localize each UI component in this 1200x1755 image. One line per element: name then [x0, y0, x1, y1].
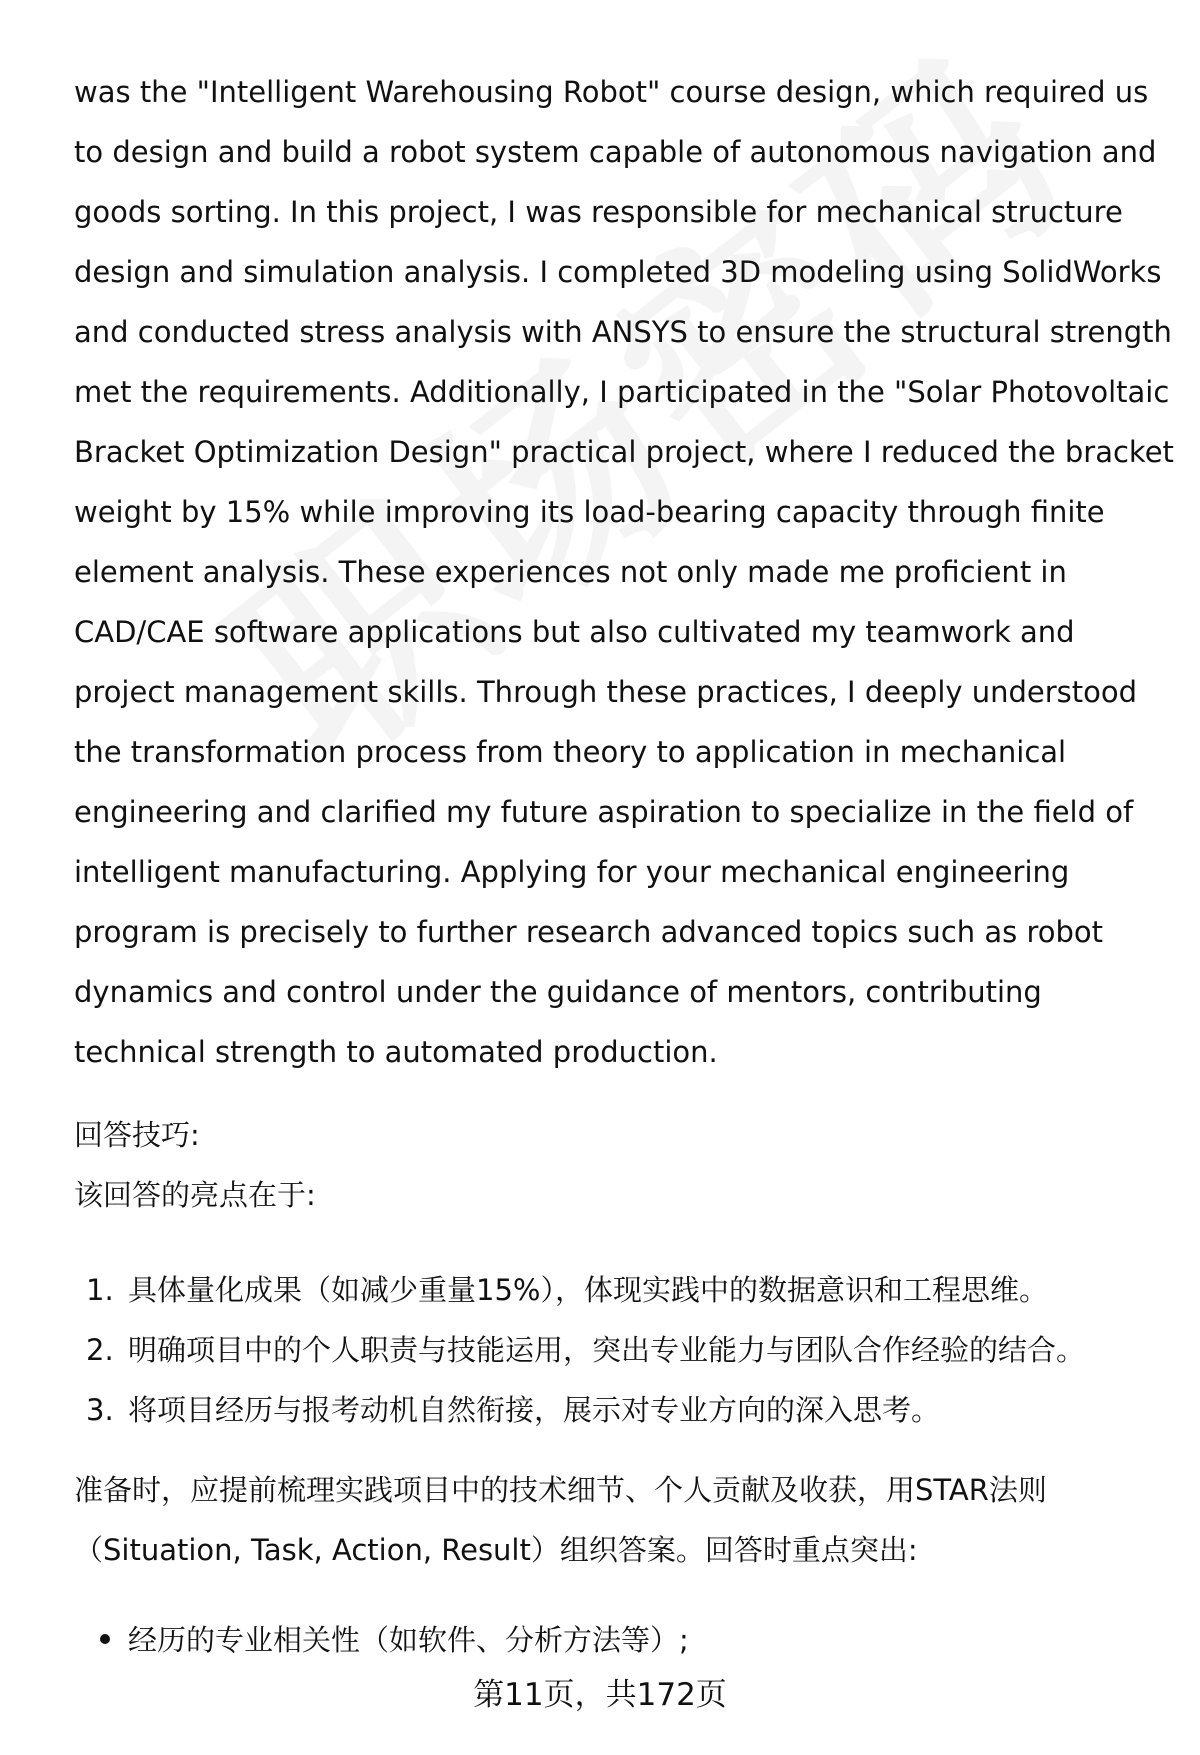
highlights-intro: 该回答的亮点在于: — [74, 1178, 316, 1212]
highlights-list — [74, 1260, 1085, 1440]
essay-paragraph — [74, 62, 1174, 1082]
essay-line: element analysis. These experiences not only made me proficient in — [74, 555, 1067, 589]
essay-line: and conducted stress analysis with ANSYS to ensure the structural strength — [74, 315, 1172, 349]
list-item-text: 具体量化成果（如减少重量15%），体现实践中的数据意识和工程思维。 — [128, 1273, 1048, 1307]
list-item — [74, 1260, 1085, 1320]
tips-heading: 回答技巧: — [74, 1118, 200, 1152]
bullet-dot-icon — [100, 1634, 110, 1644]
essay-line: met the requirements. Additionally, I participated in the "Solar Photovoltaic — [74, 375, 1170, 409]
list-number: 3. — [86, 1393, 114, 1427]
list-number: 1. — [86, 1273, 114, 1307]
essay-line: Bracket Optimization Design" practical project, where I reduced the bracket — [74, 435, 1174, 469]
essay-line: was the "Intelligent Warehousing Robot" course design, which required us — [74, 75, 1149, 109]
essay-line: intelligent manufacturing. Applying for your mechanical engineering — [74, 855, 1070, 889]
essay-line: design and simulation analysis. I completed 3D modeling using SolidWorks — [74, 255, 1162, 289]
essay-line: project management skills. Through these practices, I deeply understood — [74, 675, 1138, 709]
list-number: 2. — [86, 1333, 114, 1367]
list-item-text: 将项目经历与报考动机自然衔接，展示对专业方向的深入思考。 — [128, 1393, 941, 1427]
essay-line: goods sorting. In this project, I was responsible for mechanical structure — [74, 195, 1123, 229]
bullet-item-text: 经历的专业相关性（如软件、分析方法等）; — [128, 1623, 689, 1657]
essay-line: to design and build a robot system capable of autonomous navigation and — [74, 135, 1157, 169]
essay-line: technical strength to automated production. — [74, 1035, 718, 1069]
essay-line: weight by 15% while improving its load-bearing capacity through finite — [74, 495, 1105, 529]
essay-line: dynamics and control under the guidance of mentors, contributing — [74, 975, 1042, 1009]
essay-line: the transformation process from theory to application in mechanical — [74, 735, 1067, 769]
prep-line-2: （Situation, Task, Action, Result）组织答案。回答时重点突出: — [74, 1533, 918, 1567]
list-item-text: 明确项目中的个人职责与技能运用，突出专业能力与团队合作经验的结合。 — [128, 1333, 1086, 1367]
bullet-list — [74, 1620, 689, 1660]
prep-line-1: 准备时，应提前梳理实践项目中的技术细节、个人贡献及收获，用STAR法则 — [74, 1473, 1047, 1507]
list-item — [74, 1320, 1085, 1380]
bullet-item — [74, 1620, 689, 1660]
essay-line: engineering and clarified my future aspiration to specialize in the field of — [74, 795, 1134, 829]
list-item — [74, 1380, 1085, 1440]
page-number-footer: 第11页，共172页 — [473, 1677, 727, 1713]
essay-line: program is precisely to further research advanced topics such as robot — [74, 915, 1104, 949]
essay-line: CAD/CAE software applications but also cultivated my teamwork and — [74, 615, 1075, 649]
